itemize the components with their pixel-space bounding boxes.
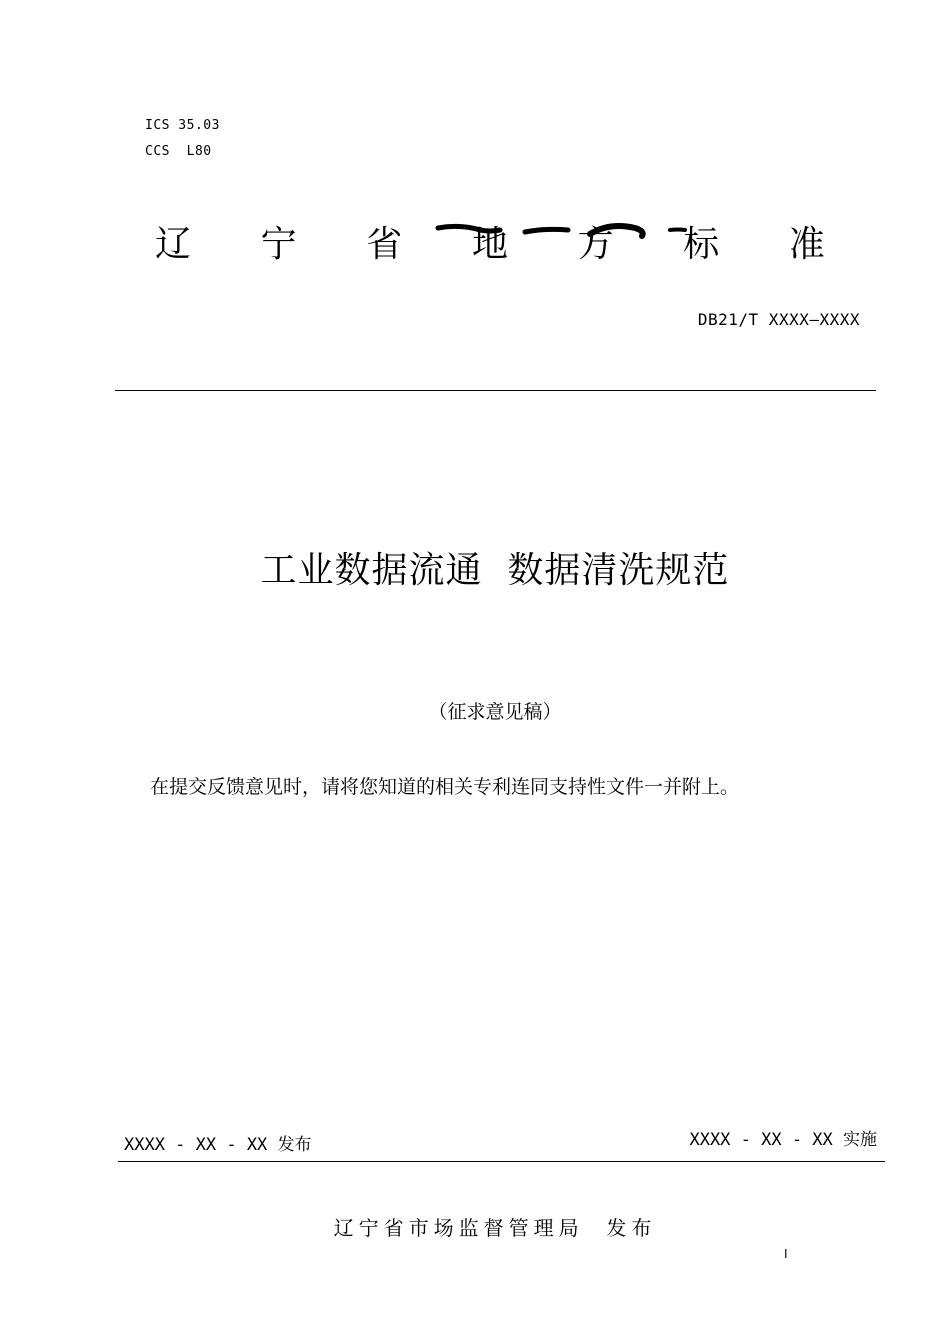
standard-type-heading (150, 222, 830, 268)
ics-code: ICS 35.03 (145, 118, 220, 133)
footer-divider (118, 1161, 885, 1162)
standard-type-char: 省 (366, 224, 403, 265)
draft-label: （征求意见稿） (428, 701, 562, 723)
patent-notice: 在提交反馈意见时，请将您知道的相关专利连同支持性文件一并附上。 (150, 776, 740, 798)
header-divider (115, 390, 876, 391)
standard-type-char: 准 (788, 224, 825, 265)
standard-number: DB21/T XXXX—XXXX (697, 310, 860, 329)
document-title: 工业数据流通 数据清洗规范 (260, 550, 730, 591)
page-number: I (784, 1247, 788, 1261)
ccs-code: CCS L80 (145, 144, 212, 159)
standard-type-char: 标 (683, 224, 720, 265)
standard-type-char: 地 (471, 224, 508, 265)
implement-date: XXXX - XX - XX 实施 (689, 1130, 877, 1150)
standard-type-char: 辽 (154, 224, 191, 265)
standard-type-char: 宁 (260, 224, 297, 265)
publish-date: XXXX - XX - XX 发布 (124, 1135, 312, 1155)
publisher: 辽宁省市场监督管理局 发布 (333, 1216, 657, 1240)
standard-type-char: 方 (577, 224, 614, 265)
